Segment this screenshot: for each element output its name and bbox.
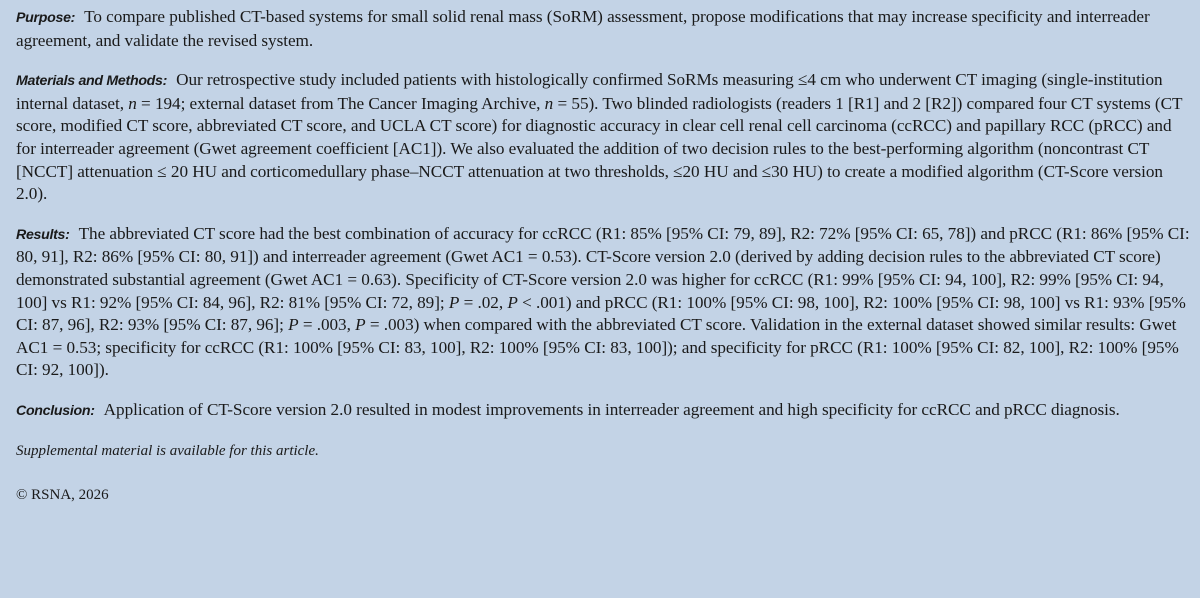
- conclusion-section: [16, 399, 1190, 423]
- p-variable: P: [448, 292, 460, 312]
- results-section: [16, 223, 1190, 382]
- results-label: Results:: [16, 226, 70, 243]
- results-text-part: = .003,: [298, 315, 356, 335]
- methods-label: Materials and Methods:: [16, 73, 168, 90]
- n-variable: n: [544, 93, 554, 113]
- methods-section: [16, 69, 1190, 206]
- p-variable: P: [507, 292, 518, 312]
- n-variable: n: [128, 93, 137, 113]
- methods-text-part: = 194; external dataset from The Cancer Imaging Archive,: [136, 93, 545, 113]
- conclusion-label: Conclusion:: [16, 402, 95, 419]
- results-text-part: < .001) and pRCC (R1: 100% [95% CI: 98, 100], R2: 100% [95% CI: 98, 100] vs R1: 93% [95% CI: 87, 96], R2: 93% [95% CI: 87, 96];: [16, 292, 1186, 335]
- results-text-part: The abbreviated CT score had the best combination of accuracy for ccRCC (R1: 85% [95% CI: 79, 89], R2: 72% [95% CI: 65, 78]) and pRCC (R1: 86% [95% CI: 80, 91], R2: 86% [95% CI: 80, 91]) and interreader agreement (Gwet AC1 = 0.53). CT-Score version 2.0 (derived by adding decision rules to the abbreviated CT score) demonstrated substantial agreement (Gwet AC1 = 0.63). Specificity of CT-Score version 2.0 was higher for ccRCC (R1: 99% [95% CI: 94, 100], R2: 99% [95% CI: 94, 100] vs R1: 92% [95% CI: 84, 96], R2: 81% [95% CI: 72, 89];: [16, 223, 1190, 312]
- methods-text-part: Our retrospective study included patients with histologically confirmed SoRMs measuring ≤4 cm who underwent CT imaging (single-institution internal dataset,: [16, 70, 1163, 113]
- purpose-text: To compare published CT-based systems for small solid renal mass (SoRM) assessment, propose modifications that may increase specificity and interreader agreement, and validate the revised system.: [16, 7, 1150, 50]
- purpose-label: Purpose:: [16, 10, 76, 26]
- copyright-notice: © RSNA, 2026: [16, 487, 109, 504]
- conclusion-text: Application of CT-Score version 2.0 resulted in modest improvements in interreader agreement and high specificity for ccRCC and pRCC diagnosis.: [103, 399, 1120, 419]
- methods-text-part: = 55). Two blinded radiologists (readers 1 [R1] and 2 [R2]) compared four CT systems (CT score, modified CT score, abbreviated CT score, and UCLA CT score) for diagnostic accuracy in clear cell renal cell carcinoma (ccRCC) and papillary RCC (pRCC) and for interreader agreement (Gwet agreement coefficient [AC1]). We also evaluated the addition of two decision rules to the best-performing algorithm (noncontrast CT [NCCT] attenuation ≤ 20 HU and corticomedullary phase–NCCT attenuation at two thresholds, ≤20 HU and ≤30 HU) to create a modified algorithm (CT-Score version 2.0).: [16, 93, 1183, 204]
- purpose-section: [16, 6, 1190, 52]
- p-variable: P: [355, 315, 366, 335]
- results-text-part: = .02,: [459, 292, 508, 312]
- results-text-part: = .003) when compared with the abbreviated CT score. Validation in the external dataset showed similar results: Gwet AC1 = 0.53; specificity for ccRCC (R1: 100% [95% CI: 83, 100], R2: 100% [95% CI: 83, 100]); and specificity for pRCC (R1: 100% [95% CI: 82, 100], R2: 100% [95% CI: 92, 100]).: [16, 315, 1179, 380]
- p-variable: P: [288, 315, 299, 335]
- supplemental-note: Supplemental material is available for this article.: [16, 442, 319, 459]
